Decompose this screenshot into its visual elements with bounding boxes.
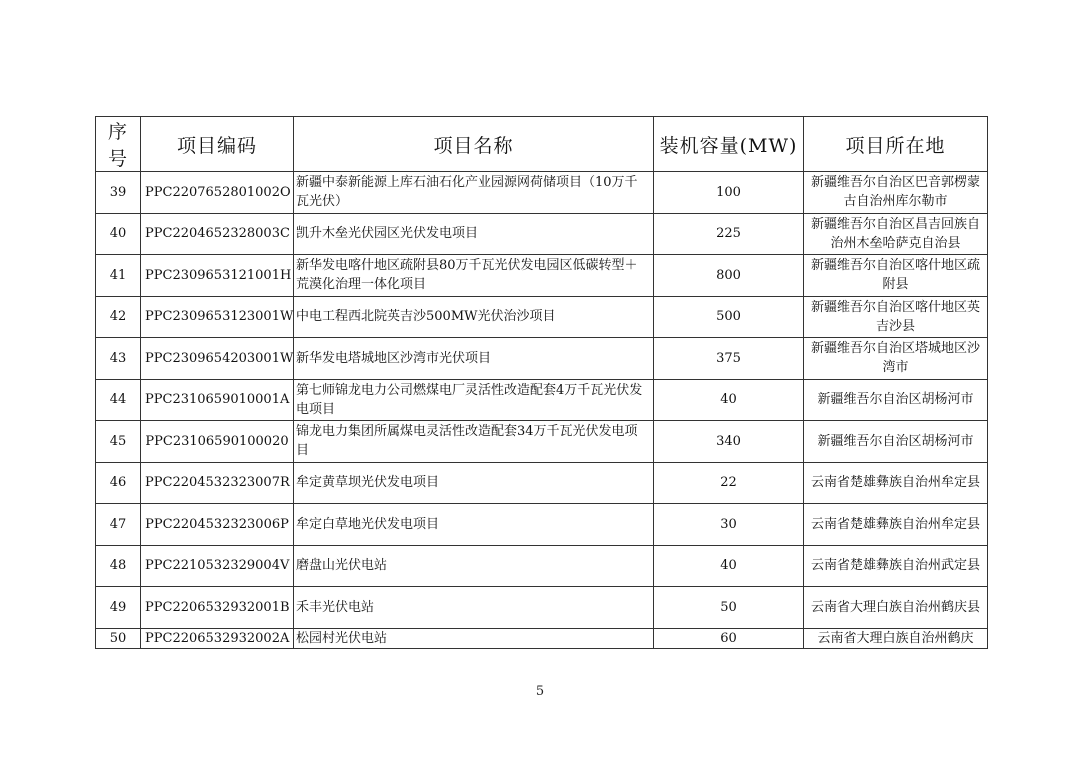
cell-code: PPC2204652328003C <box>141 213 294 255</box>
header-capacity: 装机容量(MW) <box>654 117 804 172</box>
cell-name: 磨盘山光伏电站 <box>294 545 654 587</box>
table-row <box>96 172 988 214</box>
cell-capacity: 800 <box>654 255 804 297</box>
cell-location: 云南省楚雄彝族自治州牟定县 <box>804 462 988 504</box>
cell-code: PPC2204532323006P <box>141 504 294 546</box>
table-row <box>96 628 988 648</box>
table-row <box>96 379 988 421</box>
table-header-row <box>96 117 988 172</box>
cell-name: 新华发电塔城地区沙湾市光伏项目 <box>294 338 654 380</box>
cell-name: 牟定白草地光伏发电项目 <box>294 504 654 546</box>
cell-code: PPC2310659010001A <box>141 379 294 421</box>
cell-code: PPC2309653123001W <box>141 296 294 338</box>
page-number: 5 <box>535 684 545 699</box>
cell-code: PPC2206532932002A <box>141 628 294 648</box>
cell-capacity: 22 <box>654 462 804 504</box>
cell-location: 新疆维吾尔自治区巴音郭楞蒙古自治州库尔勒市 <box>804 172 988 214</box>
cell-seq: 49 <box>96 587 141 629</box>
cell-name: 新疆中泰新能源上库石油石化产业园源网荷储项目（10万千瓦光伏） <box>294 172 654 214</box>
table-row <box>96 421 988 463</box>
cell-seq: 45 <box>96 421 141 463</box>
cell-capacity: 30 <box>654 504 804 546</box>
header-location: 项目所在地 <box>804 117 988 172</box>
cell-capacity: 500 <box>654 296 804 338</box>
table-row <box>96 504 988 546</box>
cell-location: 新疆维吾尔自治区胡杨河市 <box>804 421 988 463</box>
cell-seq: 48 <box>96 545 141 587</box>
cell-seq: 46 <box>96 462 141 504</box>
cell-code: PPC2207652801002O <box>141 172 294 214</box>
cell-seq: 44 <box>96 379 141 421</box>
cell-location: 新疆维吾尔自治区喀什地区英吉沙县 <box>804 296 988 338</box>
cell-name: 松园村光伏电站 <box>294 628 654 648</box>
project-table <box>95 116 988 649</box>
header-seq: 序号 <box>96 117 141 172</box>
cell-name: 凯升木垒光伏园区光伏发电项目 <box>294 213 654 255</box>
cell-name: 新华发电喀什地区疏附县80万千瓦光伏发电园区低碳转型＋荒漠化治理一体化项目 <box>294 255 654 297</box>
cell-name: 第七师锦龙电力公司燃煤电厂灵活性改造配套4万千瓦光伏发电项目 <box>294 379 654 421</box>
cell-location: 云南省楚雄彝族自治州牟定县 <box>804 504 988 546</box>
cell-capacity: 40 <box>654 545 804 587</box>
header-name: 项目名称 <box>294 117 654 172</box>
cell-capacity: 100 <box>654 172 804 214</box>
cell-capacity: 40 <box>654 379 804 421</box>
cell-name: 禾丰光伏电站 <box>294 587 654 629</box>
cell-seq: 43 <box>96 338 141 380</box>
cell-capacity: 60 <box>654 628 804 648</box>
cell-location: 新疆维吾尔自治区胡杨河市 <box>804 379 988 421</box>
table-row <box>96 338 988 380</box>
cell-location: 新疆维吾尔自治区喀什地区疏附县 <box>804 255 988 297</box>
cell-seq: 41 <box>96 255 141 297</box>
table-row <box>96 296 988 338</box>
table-row <box>96 587 988 629</box>
cell-code: PPC2210532329004V <box>141 545 294 587</box>
cell-code: PPC2309654203001W <box>141 338 294 380</box>
table-row <box>96 255 988 297</box>
cell-seq: 47 <box>96 504 141 546</box>
cell-name: 中电工程西北院英吉沙500MW光伏治沙项目 <box>294 296 654 338</box>
cell-name: 牟定黄草坝光伏发电项目 <box>294 462 654 504</box>
cell-capacity: 340 <box>654 421 804 463</box>
cell-seq: 40 <box>96 213 141 255</box>
cell-code: PPC2204532323007R <box>141 462 294 504</box>
cell-capacity: 375 <box>654 338 804 380</box>
cell-location: 云南省大理白族自治州鹤庆县 <box>804 587 988 629</box>
cell-seq: 50 <box>96 628 141 648</box>
cell-location: 新疆维吾尔自治区昌吉回族自治州木垒哈萨克自治县 <box>804 213 988 255</box>
cell-capacity: 225 <box>654 213 804 255</box>
cell-name: 锦龙电力集团所属煤电灵活性改造配套34万千瓦光伏发电项目 <box>294 421 654 463</box>
table-row <box>96 213 988 255</box>
cell-capacity: 50 <box>654 587 804 629</box>
cell-location: 新疆维吾尔自治区塔城地区沙湾市 <box>804 338 988 380</box>
table-row <box>96 462 988 504</box>
cell-code: PPC23106590100020 <box>141 421 294 463</box>
cell-location: 云南省大理白族自治州鹤庆 <box>804 628 988 648</box>
cell-code: PPC2309653121001H <box>141 255 294 297</box>
table-row <box>96 545 988 587</box>
cell-code: PPC2206532932001B <box>141 587 294 629</box>
header-code: 项目编码 <box>141 117 294 172</box>
cell-location: 云南省楚雄彝族自治州武定县 <box>804 545 988 587</box>
cell-seq: 39 <box>96 172 141 214</box>
cell-seq: 42 <box>96 296 141 338</box>
